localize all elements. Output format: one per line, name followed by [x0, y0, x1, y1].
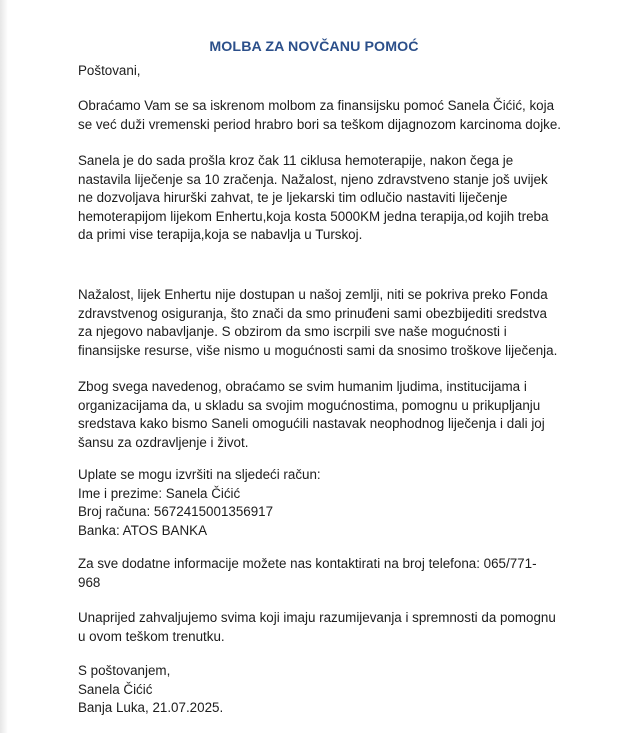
text-line: hemoterapijom lijekom Enhertu,koja kosta 5000KM jedna terapija,od kojih treba [78, 208, 549, 224]
text-line: nastavila liječenje sa 10 zračenja. Nažalost, njeno zdravstveno stanje još uvijek [78, 171, 548, 187]
text-line: organizacijama da, u skladu sa svojim mogućnostima, pomognu u prikupljanju [78, 397, 541, 413]
text-line: finansijske resurse, više nismo u mogućnosti sami da snosimo troškove liječenja. [78, 342, 558, 358]
payment-account-number: Broj računa: 5672415001356917 [78, 504, 274, 520]
text-line: Za sve dodatne informacije možete nas kontaktirati na broj telefona: 065/771- [78, 556, 537, 571]
greeting-line: Poštovani, [78, 63, 141, 78]
payment-intro: Uplate se mogu izvršiti na sljedeći račun: [78, 467, 321, 482]
greeting [78, 62, 583, 81]
text-line: Nažalost, lijek Enhertu nije dostupan u našoj zemlji, niti se pokriva preko Fonda [78, 287, 548, 302]
payment-bank: Banka: ATOS BANKA [78, 522, 208, 538]
text-line: za njegovo nabavljanje. S obzirom da smo iscrpili sve naše mogućnosti i [78, 324, 507, 340]
document-title: MOLBA ZA NOVČANU POMOĆ [209, 39, 419, 55]
text-line: šansu za ozdravljenje i život. [78, 434, 249, 450]
text-line: se već duži vremenski period hrabro bori sa teškom dijagnozom karcinoma dojke. [78, 116, 562, 132]
closing-salutation: S poštovanjem, [78, 663, 171, 678]
paragraph-availability [78, 286, 583, 360]
payment-name: Ime i prezime: Sanela Čićić [78, 485, 241, 501]
text-line: Zbog svega navedenog, obraćamo se svim humanim ljudima, institucijama i [78, 379, 527, 394]
signature-name: Sanela Čićić [78, 681, 153, 697]
text-line: da primi vise terapija,koja se nabavlja u Turskoj. [78, 227, 363, 243]
paragraph-intro [78, 97, 583, 134]
text-line: u ovom teškom trenutku. [78, 628, 225, 644]
paragraph-appeal [78, 378, 583, 452]
text-line: sredstava kako bismo Saneli omogućili nastavak neophodnog liječenja i dali joj [78, 416, 545, 432]
text-line: Unaprijed zahvaljujemo svima koji imaju razumijevanja i spremnosti da pomognu [78, 610, 556, 625]
page-edge-shadow [0, 0, 8, 733]
text-line: Sanela je do sada prošla kroz čak 11 ciklusa hemoterapije, nakon čega je [78, 153, 514, 168]
payment-details [78, 466, 583, 540]
text-line: Obraćamo Vam se sa iskrenom molbom za finansijsku pomoć Sanela Čićić, koja [78, 98, 555, 113]
contact-info [78, 555, 583, 592]
text-line: zdravstvenog osiguranja, što znači da smo prinuđeni sami obezbijediti sredstva [78, 305, 547, 321]
place-date: Banja Luka, 21.07.2025. [78, 700, 224, 716]
text-line: 968 [78, 574, 101, 590]
closing-signature [78, 662, 583, 718]
thanks-paragraph [78, 609, 583, 646]
text-line: ne dozvoljava hirurški zahvat, te je ljekarski tim odlučio nastaviti liječenje [78, 190, 508, 206]
paragraph-treatment [78, 152, 583, 245]
